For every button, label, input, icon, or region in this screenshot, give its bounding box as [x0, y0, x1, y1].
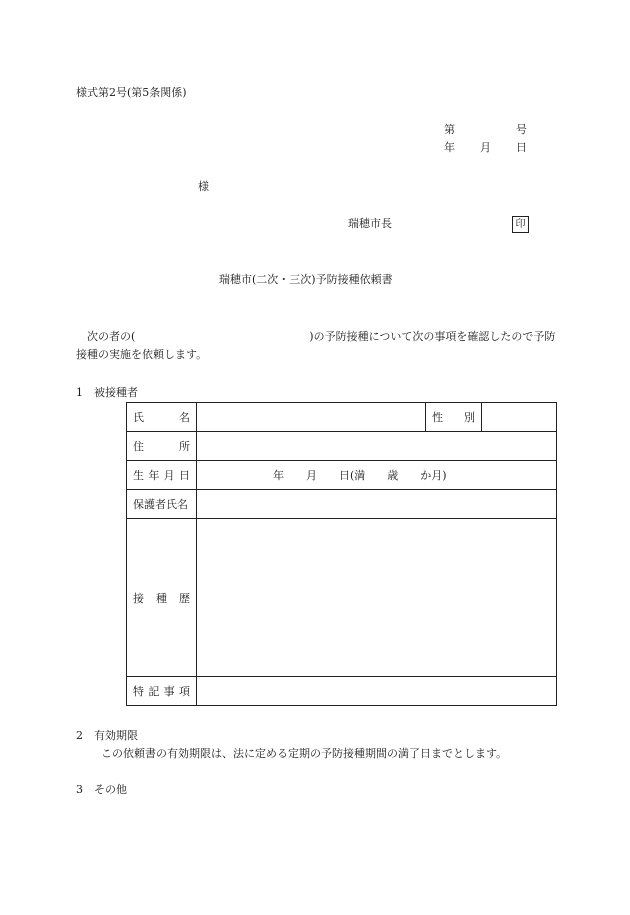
address-field[interactable]	[197, 432, 557, 461]
name-field[interactable]	[197, 403, 426, 432]
intro-part1: 次の者の(	[87, 330, 136, 343]
history-field[interactable]	[197, 519, 557, 677]
row-name	[127, 403, 557, 432]
section3-heading: 3 その他	[76, 783, 127, 796]
document-title: 瑞穂市(二次・三次)予防接種依頼書	[219, 273, 393, 286]
dob-template: 年 月 日(満 歳 か月)	[273, 469, 447, 482]
gender-field[interactable]	[482, 403, 557, 432]
seal-mark: 印	[512, 216, 529, 233]
section2-heading: 2 有効期限	[76, 729, 138, 742]
date-day: 日	[516, 141, 527, 154]
date-month: 月	[480, 141, 491, 154]
row-history	[127, 519, 557, 677]
notes-label: 特記事項	[127, 677, 197, 706]
row-address	[127, 432, 557, 461]
addressee-suffix: 様	[198, 180, 209, 193]
guardian-label: 保護者氏名	[127, 490, 197, 519]
gender-label: 性別	[426, 403, 482, 432]
sender-title: 瑞穂市長	[348, 217, 392, 230]
section2-text: この依頼書の有効期限は、法に定める定期の予防接種期間の満了日までとします。	[101, 747, 508, 760]
recipient-table	[126, 402, 557, 706]
dob-field[interactable]	[197, 461, 557, 490]
form-number: 様式第2号(第5条関係)	[76, 86, 187, 99]
guardian-field[interactable]	[197, 490, 557, 519]
address-label: 住所	[127, 432, 197, 461]
history-label: 接種歴	[127, 519, 197, 677]
dob-label: 生年月日	[127, 461, 197, 490]
row-guardian	[127, 490, 557, 519]
name-label: 氏名	[127, 403, 197, 432]
intro-part2: )の予防接種について次の事項を確認したので予防接種の実施を依頼します。	[76, 330, 556, 361]
number-suffix: 号	[516, 123, 527, 136]
intro-paragraph	[76, 328, 556, 364]
row-dob	[127, 461, 557, 490]
number-prefix: 第	[444, 123, 455, 136]
notes-field[interactable]	[197, 677, 557, 706]
section1-heading: 1 被接種者	[76, 386, 138, 399]
date-year: 年	[444, 141, 455, 154]
row-notes	[127, 677, 557, 706]
